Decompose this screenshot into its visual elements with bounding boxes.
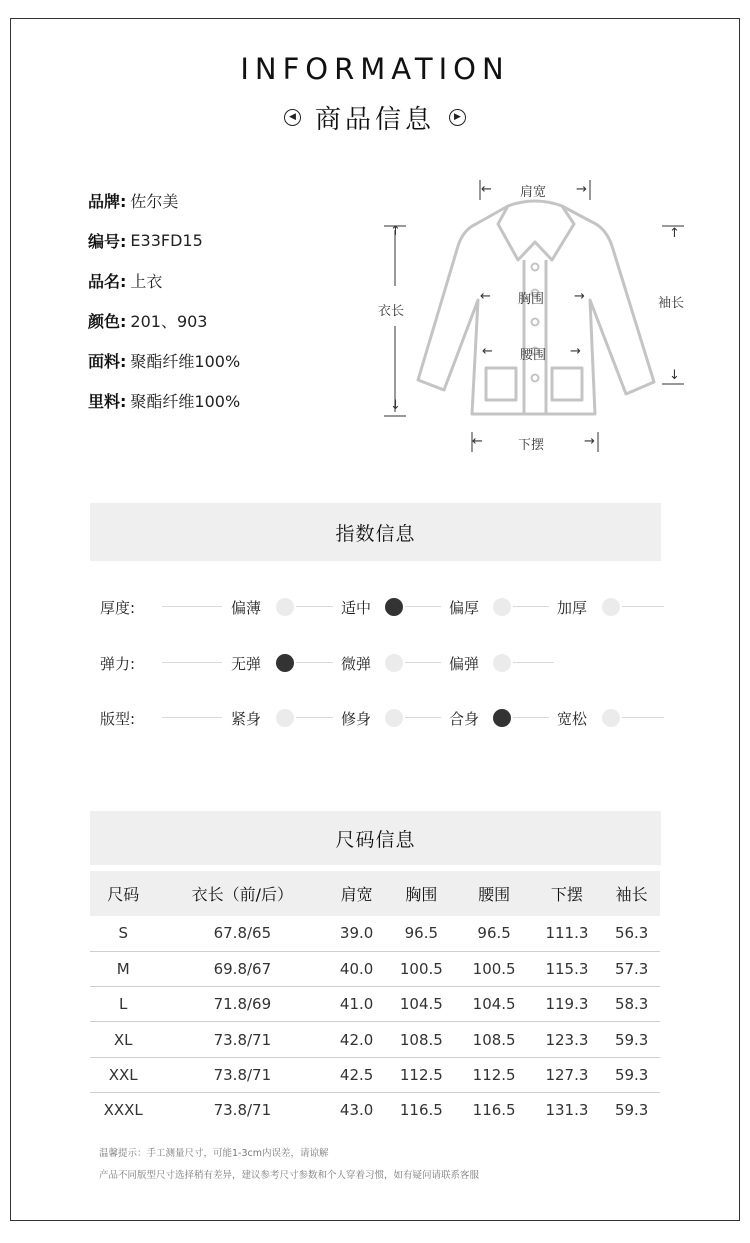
index-row-label: 版型:: [100, 710, 136, 728]
index-connector-line: [296, 606, 333, 607]
index-option-label: 偏厚: [449, 599, 480, 617]
table-cell: 71.8/69: [156, 987, 328, 1022]
index-connector-line: [405, 662, 441, 663]
table-row: [90, 916, 660, 951]
arrow-left-icon: ←: [472, 434, 483, 449]
table-cell: 115.3: [531, 951, 604, 986]
index-connector-line: [405, 717, 441, 718]
index-row-label: 弹力:: [100, 655, 136, 673]
info-value: 201、903: [130, 311, 208, 331]
info-key: 编号:: [88, 231, 127, 251]
table-cell: 73.8/71: [156, 1057, 328, 1092]
table-cell: 112.5: [458, 1057, 531, 1092]
unselected-dot-icon: [385, 654, 403, 672]
selected-dot-icon: [385, 598, 403, 616]
size-section-title: 尺码信息: [90, 811, 661, 865]
table-cell: 108.5: [385, 1022, 458, 1057]
index-connector-line: [162, 662, 222, 663]
arrow-right-icon: →: [576, 182, 587, 197]
selected-dot-icon: [276, 654, 294, 672]
column-header: 胸围: [385, 871, 458, 916]
info-value: 上衣: [130, 271, 163, 291]
arrow-left-icon: ←: [481, 182, 492, 197]
index-row: [0, 703, 750, 733]
arrow-right-icon: →: [584, 434, 595, 449]
table-cell: 59.3: [614, 1101, 649, 1120]
info-value: 聚酯纤维100%: [130, 391, 241, 411]
table-cell: 108.5: [458, 1022, 531, 1057]
index-option-label: 宽松: [557, 710, 588, 728]
arrow-right-icon: →: [574, 289, 585, 304]
column-header: 衣长（前/后）: [156, 871, 328, 916]
info-value: 佐尔美: [130, 191, 179, 211]
index-connector-line: [513, 717, 549, 718]
unselected-dot-icon: [385, 709, 403, 727]
table-cell: 56.3: [603, 916, 660, 951]
arrow-up-icon: ↑: [390, 224, 401, 239]
table-cell: XL: [90, 1022, 156, 1057]
table-cell: 119.3: [531, 987, 604, 1022]
arrow-down-icon: ↓: [669, 368, 680, 383]
column-header: 尺码: [90, 871, 156, 916]
table-cell: 43.0: [339, 1101, 374, 1120]
product-info-list: [88, 180, 240, 420]
index-option-label: 偏薄: [231, 599, 262, 617]
index-connector-line: [162, 606, 222, 607]
table-cell: 96.5: [458, 916, 531, 951]
table-row: [90, 1092, 660, 1127]
index-option-label: 合身: [449, 710, 480, 728]
info-row-fabric: [88, 340, 240, 380]
arrow-left-icon: ←: [482, 344, 493, 359]
chevron-right-circle-icon: ▶: [449, 109, 466, 126]
index-row-label: 厚度:: [100, 599, 136, 617]
table-cell: 96.5: [385, 916, 458, 951]
table-cell: 112.5: [385, 1057, 458, 1092]
info-row-lining: [88, 380, 240, 420]
table-cell: 40.0: [328, 951, 385, 986]
index-option-label: 无弹: [231, 655, 262, 673]
info-key: 品名:: [88, 271, 127, 291]
diagram-label-sleeve: 袖长: [658, 296, 685, 311]
arrow-down-icon: ↓: [390, 398, 401, 413]
table-row: [90, 951, 660, 986]
table-cell: 42.0: [328, 1022, 385, 1057]
table-cell: 116.5: [472, 1101, 516, 1120]
index-option-label: 适中: [341, 599, 372, 617]
index-option-label: 修身: [341, 710, 372, 728]
jacket-outline-icon: [360, 168, 700, 468]
unselected-dot-icon: [493, 654, 511, 672]
column-header: 腰围: [458, 871, 531, 916]
info-row-brand: [88, 180, 240, 220]
index-connector-line: [296, 717, 333, 718]
index-connector-line: [513, 662, 554, 663]
info-row-color: [88, 300, 240, 340]
arrow-right-icon: →: [570, 344, 581, 359]
table-cell: XXXL: [103, 1101, 143, 1120]
table-row: [90, 1022, 660, 1057]
chevron-left-circle-icon: ◀: [284, 109, 301, 126]
index-connector-line: [296, 662, 333, 663]
note-measurement: 温馨提示：手工测量尺寸，可能1-3cm内误差，请谅解: [99, 1148, 329, 1159]
table-cell: 111.3: [531, 916, 604, 951]
table-cell: 100.5: [385, 951, 458, 986]
index-option-label: 微弹: [341, 655, 372, 673]
diagram-label-length: 衣长: [378, 304, 405, 319]
table-cell: 57.3: [603, 951, 660, 986]
table-cell: 127.3: [531, 1057, 604, 1092]
index-connector-line: [405, 606, 441, 607]
diagram-label-chest: 胸围: [518, 292, 545, 307]
info-key: 面料:: [88, 351, 127, 371]
column-header: 袖长: [603, 871, 660, 916]
diagram-label-hem: 下摆: [518, 438, 545, 453]
info-row-code: [88, 220, 240, 260]
index-connector-line: [622, 606, 664, 607]
index-option-label: 加厚: [557, 599, 588, 617]
title-cn-row: [0, 100, 750, 134]
index-option-label: 紧身: [231, 710, 262, 728]
unselected-dot-icon: [493, 598, 511, 616]
table-cell: S: [90, 916, 156, 951]
info-value: 聚酯纤维100%: [130, 351, 241, 371]
size-table-body: [90, 916, 660, 1128]
table-cell: 58.3: [603, 987, 660, 1022]
note-fit: 产品不同版型尺寸选择稍有差异，建议参考尺寸参数和个人穿着习惯，如有疑问请联系客服: [99, 1170, 480, 1181]
diagram-label-waist: 腰围: [520, 348, 547, 363]
index-connector-line: [162, 717, 222, 718]
garment-diagram: [360, 168, 700, 468]
index-connector-line: [622, 717, 664, 718]
table-cell: 104.5: [458, 987, 531, 1022]
table-cell: M: [90, 951, 156, 986]
diagram-label-shoulder: 肩宽: [520, 185, 547, 200]
index-section-title: 指数信息: [90, 503, 661, 561]
unselected-dot-icon: [602, 709, 620, 727]
table-cell: 39.0: [328, 916, 385, 951]
info-key: 颜色:: [88, 311, 127, 331]
table-cell: 104.5: [385, 987, 458, 1022]
table-cell: 100.5: [458, 951, 531, 986]
index-row: [0, 592, 750, 622]
selected-dot-icon: [493, 709, 511, 727]
index-connector-line: [513, 606, 549, 607]
unselected-dot-icon: [276, 598, 294, 616]
index-row: [0, 648, 750, 678]
table-cell: 41.0: [328, 987, 385, 1022]
index-option-label: 偏弹: [449, 655, 480, 673]
table-row: [90, 1057, 660, 1092]
title-en: INFORMATION: [240, 52, 510, 86]
info-value: E33FD15: [130, 230, 203, 250]
table-cell: XXL: [90, 1057, 156, 1092]
info-row-name: [88, 260, 240, 300]
info-key: 品牌:: [88, 191, 127, 211]
table-cell: 73.8/71: [156, 1022, 328, 1057]
table-cell: 59.3: [603, 1057, 660, 1092]
table-cell: 42.5: [328, 1057, 385, 1092]
arrow-up-icon: ↑: [669, 226, 680, 241]
table-cell: 69.8/67: [156, 951, 328, 986]
size-table: [90, 871, 660, 1128]
table-row: [90, 987, 660, 1022]
table-cell: 123.3: [531, 1022, 604, 1057]
table-cell: 67.8/65: [156, 916, 328, 951]
table-cell: 116.5: [399, 1101, 443, 1120]
column-header: 肩宽: [328, 871, 385, 916]
size-table-header: [90, 871, 660, 916]
table-cell: 59.3: [603, 1022, 660, 1057]
column-header: 下摆: [531, 871, 604, 916]
unselected-dot-icon: [602, 598, 620, 616]
arrow-left-icon: ←: [480, 289, 491, 304]
table-cell: 131.3: [545, 1101, 589, 1120]
table-cell: L: [90, 987, 156, 1022]
table-cell: 73.8/71: [213, 1101, 272, 1120]
title-cn: 商品信息: [314, 104, 435, 135]
info-key: 里料:: [88, 391, 127, 411]
unselected-dot-icon: [276, 709, 294, 727]
